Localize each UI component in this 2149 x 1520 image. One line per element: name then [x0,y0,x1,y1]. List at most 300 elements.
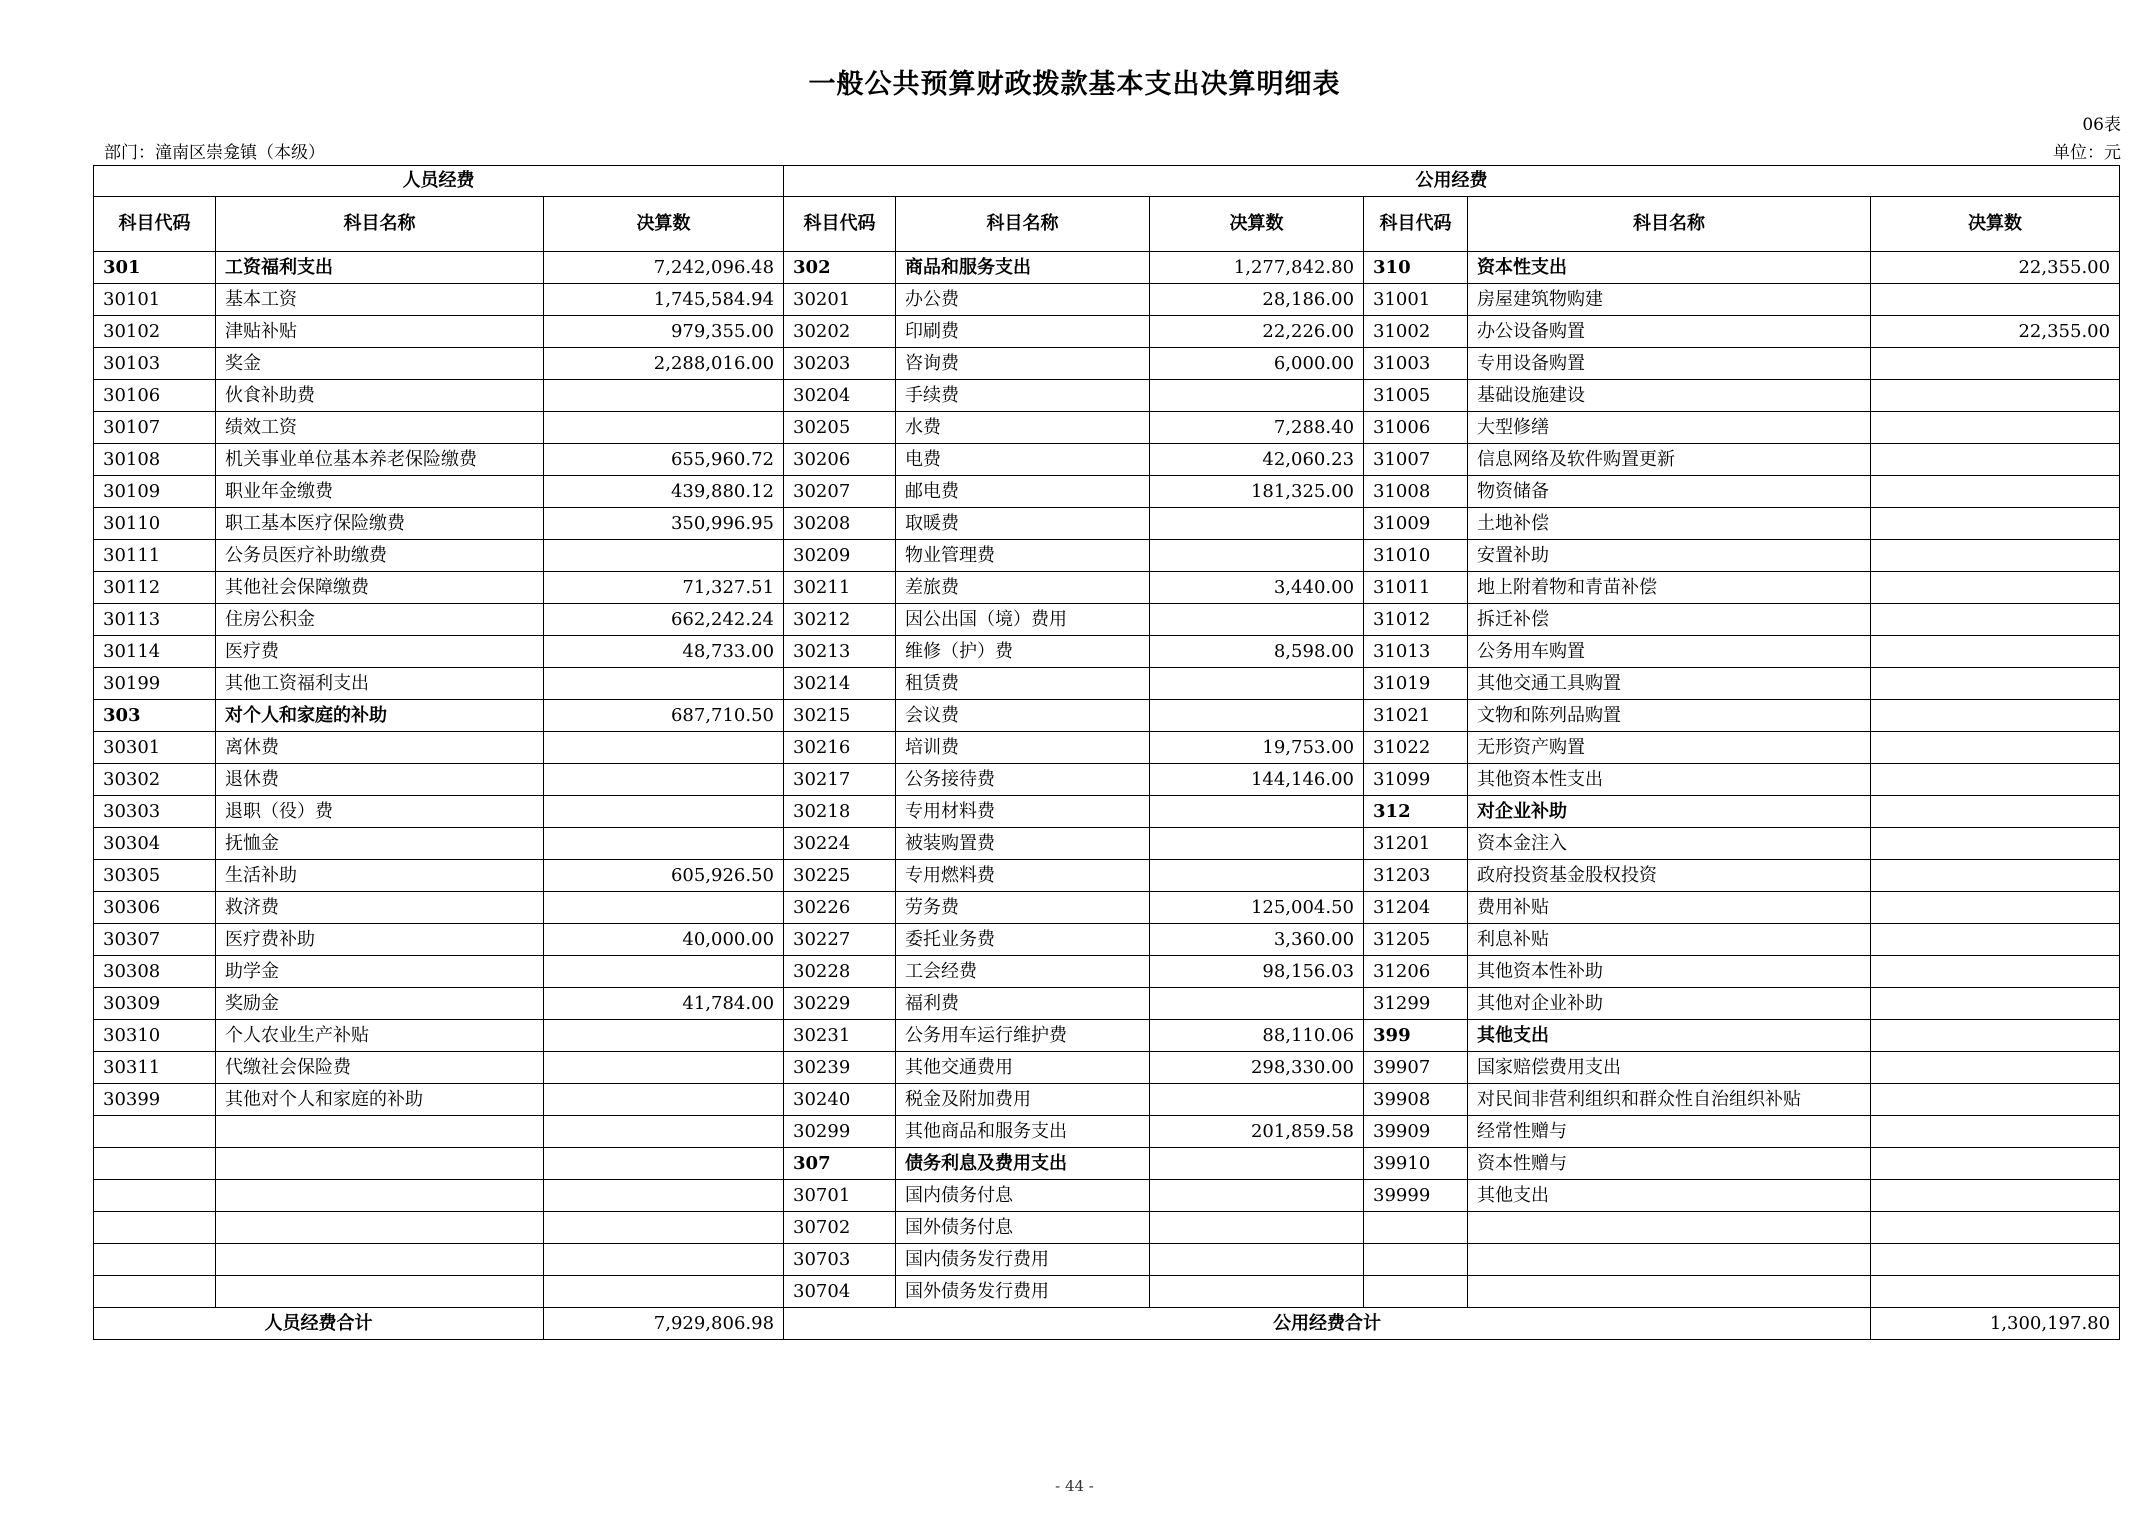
subject-code: 30218 [784,796,896,828]
subject-name: 印刷费 [896,316,1150,348]
amount [1150,988,1364,1020]
subject-code: 31010 [1364,540,1468,572]
subject-name: 维修（护）费 [896,636,1150,668]
subject-name: 国内债务发行费用 [896,1244,1150,1276]
subject-name [1468,1244,1871,1276]
subject-code: 310 [1364,252,1468,284]
subject-code: 30399 [94,1084,216,1116]
subject-code: 31001 [1364,284,1468,316]
table-row [94,508,2120,540]
amount [1871,540,2120,572]
subject-name: 被装购置费 [896,828,1150,860]
amount [1871,1052,2120,1084]
table-row [94,956,2120,988]
amount [1150,1276,1364,1308]
amount [1871,444,2120,476]
subject-code: 30112 [94,572,216,604]
subject-name: 公务用车运行维护费 [896,1020,1150,1052]
table-row [94,892,2120,924]
subject-code: 31007 [1364,444,1468,476]
subject-name: 专用材料费 [896,796,1150,828]
page-number: - 44 - [1055,1477,1094,1495]
subject-name: 其他资本性支出 [1468,764,1871,796]
amount [1150,604,1364,636]
amount [1871,508,2120,540]
amount [1871,1020,2120,1052]
subject-code: 30226 [784,892,896,924]
subject-name: 离休费 [216,732,544,764]
subject-code: 30113 [94,604,216,636]
subject-name: 拆迁补偿 [1468,604,1871,636]
subject-code [1364,1212,1468,1244]
subject-name: 对企业补助 [1468,796,1871,828]
amount [544,668,784,700]
subject-code: 30114 [94,636,216,668]
amount [1871,636,2120,668]
amount [1150,668,1364,700]
subject-code: 30107 [94,412,216,444]
subject-code: 39907 [1364,1052,1468,1084]
subject-code: 31206 [1364,956,1468,988]
subject-code: 30309 [94,988,216,1020]
page-title: 一般公共预算财政拨款基本支出决算明细表 [808,69,1341,100]
table-row [94,1084,2120,1116]
subject-code: 31299 [1364,988,1468,1020]
subject-code: 31204 [1364,892,1468,924]
subject-name: 其他支出 [1468,1180,1871,1212]
subject-code: 30228 [784,956,896,988]
table-row [94,1116,2120,1148]
subject-code: 30214 [784,668,896,700]
subject-name: 办公费 [896,284,1150,316]
personnel-total-amount: 7,929,806.98 [544,1308,784,1340]
subject-name: 医疗费 [216,636,544,668]
subject-code: 30217 [784,764,896,796]
amount: 605,926.50 [544,860,784,892]
amount [1871,1276,2120,1308]
table-row [94,284,2120,316]
subject-code: 303 [94,700,216,732]
subject-name: 抚恤金 [216,828,544,860]
amount [1871,604,2120,636]
subject-code: 30203 [784,348,896,380]
subject-name: 专用燃料费 [896,860,1150,892]
subject-name: 租赁费 [896,668,1150,700]
amount: 71,327.51 [544,572,784,604]
table-row [94,1020,2120,1052]
amount: 662,242.24 [544,604,784,636]
subject-code: 30215 [784,700,896,732]
subject-code: 30110 [94,508,216,540]
table-row [94,412,2120,444]
subject-name: 职工基本医疗保险缴费 [216,508,544,540]
table-row [94,1276,2120,1308]
subject-name: 物资储备 [1468,476,1871,508]
amount: 88,110.06 [1150,1020,1364,1052]
amount [1871,412,2120,444]
subject-name: 邮电费 [896,476,1150,508]
subject-code: 31011 [1364,572,1468,604]
subject-code: 30199 [94,668,216,700]
amount [1871,476,2120,508]
subject-code: 39909 [1364,1116,1468,1148]
subject-name: 咨询费 [896,348,1150,380]
subject-code: 30303 [94,796,216,828]
amount [544,1244,784,1276]
subject-name: 安置补助 [1468,540,1871,572]
amount [544,732,784,764]
subject-name: 其他工资福利支出 [216,668,544,700]
amount: 28,186.00 [1150,284,1364,316]
amount [1871,348,2120,380]
subject-code: 30704 [784,1276,896,1308]
amount [1150,796,1364,828]
subject-name [216,1276,544,1308]
subject-name: 工资福利支出 [216,252,544,284]
table-row [94,316,2120,348]
amount [1871,284,2120,316]
subject-code: 30311 [94,1052,216,1084]
subject-code: 30204 [784,380,896,412]
amount [1150,1084,1364,1116]
subject-name: 国家赔偿费用支出 [1468,1052,1871,1084]
unit-label: 单位：元 [2053,143,2121,163]
amount: 181,325.00 [1150,476,1364,508]
amount [1871,572,2120,604]
subject-name: 物业管理费 [896,540,1150,572]
subject-name: 商品和服务支出 [896,252,1150,284]
subject-name: 退休费 [216,764,544,796]
subject-code: 39908 [1364,1084,1468,1116]
subject-name: 电费 [896,444,1150,476]
amount [1150,508,1364,540]
table-row [94,988,2120,1020]
subject-name: 绩效工资 [216,412,544,444]
amount: 3,440.00 [1150,572,1364,604]
subject-code: 301 [94,252,216,284]
subject-code: 30304 [94,828,216,860]
public-total-label: 公用经费合计 [784,1308,1871,1340]
subject-code [94,1180,216,1212]
subject-code: 30201 [784,284,896,316]
subject-name: 对个人和家庭的补助 [216,700,544,732]
subject-code: 30302 [94,764,216,796]
totals-row [94,1308,2120,1340]
subject-code: 312 [1364,796,1468,828]
amount [544,796,784,828]
amount [1871,988,2120,1020]
header-name: 科目名称 [216,197,544,252]
amount: 125,004.50 [1150,892,1364,924]
header-code: 科目代码 [94,197,216,252]
subject-code: 30307 [94,924,216,956]
amount [544,1084,784,1116]
subject-code: 30306 [94,892,216,924]
subject-name [1468,1276,1871,1308]
amount [544,1180,784,1212]
table-row [94,700,2120,732]
table-row [94,252,2120,284]
table-row [94,540,2120,572]
amount: 3,360.00 [1150,924,1364,956]
amount [1871,796,2120,828]
subject-code: 30207 [784,476,896,508]
amount: 1,745,584.94 [544,284,784,316]
subject-code [94,1148,216,1180]
subject-name: 其他商品和服务支出 [896,1116,1150,1148]
subject-code: 30101 [94,284,216,316]
table-row [94,828,2120,860]
subject-code: 31099 [1364,764,1468,796]
subject-code: 30227 [784,924,896,956]
subject-name: 其他资本性补助 [1468,956,1871,988]
subject-code [94,1116,216,1148]
subject-name: 委托业务费 [896,924,1150,956]
subject-code: 31205 [1364,924,1468,956]
subject-name: 信息网络及软件购置更新 [1468,444,1871,476]
amount [1871,1148,2120,1180]
table-row [94,1148,2120,1180]
amount [1871,892,2120,924]
public-total-amount: 1,300,197.80 [1871,1308,2120,1340]
amount: 8,598.00 [1150,636,1364,668]
subject-code: 30206 [784,444,896,476]
subject-name: 工会经费 [896,956,1150,988]
amount [544,892,784,924]
amount: 22,355.00 [1871,316,2120,348]
subject-code: 31012 [1364,604,1468,636]
subject-name: 培训费 [896,732,1150,764]
subject-name: 税金及附加费用 [896,1084,1150,1116]
amount [1871,1244,2120,1276]
subject-code: 30305 [94,860,216,892]
subject-name [216,1244,544,1276]
header-code: 科目代码 [784,197,896,252]
subject-name: 职业年金缴费 [216,476,544,508]
amount [1871,668,2120,700]
subject-code: 302 [784,252,896,284]
subject-name: 伙食补助费 [216,380,544,412]
subject-name: 其他对个人和家庭的补助 [216,1084,544,1116]
amount [1871,956,2120,988]
amount [1871,380,2120,412]
subject-name: 取暖费 [896,508,1150,540]
amount [1150,1244,1364,1276]
subject-code: 30211 [784,572,896,604]
amount [1871,1084,2120,1116]
amount [1150,700,1364,732]
subject-code: 30299 [784,1116,896,1148]
subject-code: 31201 [1364,828,1468,860]
header-name: 科目名称 [896,197,1150,252]
subject-name: 其他支出 [1468,1020,1871,1052]
amount: 1,277,842.80 [1150,252,1364,284]
department-label: 部门：潼南区崇龛镇（本级） [104,143,325,163]
subject-name [216,1212,544,1244]
subject-code: 31203 [1364,860,1468,892]
amount [544,380,784,412]
subject-name: 因公出国（境）费用 [896,604,1150,636]
subject-name: 医疗费补助 [216,924,544,956]
amount: 687,710.50 [544,700,784,732]
subject-code: 30301 [94,732,216,764]
subject-name: 国外债务发行费用 [896,1276,1150,1308]
subject-name: 会议费 [896,700,1150,732]
subject-name: 房屋建筑物购建 [1468,284,1871,316]
subject-code: 30240 [784,1084,896,1116]
amount [544,1020,784,1052]
subject-code: 31019 [1364,668,1468,700]
amount [1871,1212,2120,1244]
subject-name: 无形资产购置 [1468,732,1871,764]
amount: 19,753.00 [1150,732,1364,764]
group-personnel: 人员经费 [94,166,784,197]
amount [1150,1148,1364,1180]
subject-code: 30231 [784,1020,896,1052]
amount [544,764,784,796]
subject-code: 39910 [1364,1148,1468,1180]
amount [1150,860,1364,892]
subject-name: 差旅费 [896,572,1150,604]
subject-name: 专用设备购置 [1468,348,1871,380]
subject-name: 劳务费 [896,892,1150,924]
subject-name [216,1116,544,1148]
subject-code: 31021 [1364,700,1468,732]
subject-code: 30224 [784,828,896,860]
amount [544,956,784,988]
group-public: 公用经费 [784,166,2120,197]
subject-name: 基础设施建设 [1468,380,1871,412]
subject-code [1364,1276,1468,1308]
subject-code: 30209 [784,540,896,572]
header-amount: 决算数 [1871,197,2120,252]
table-row [94,444,2120,476]
subject-name: 代缴社会保险费 [216,1052,544,1084]
subject-name: 资本性赠与 [1468,1148,1871,1180]
subject-name: 文物和陈列品购置 [1468,700,1871,732]
table-row [94,764,2120,796]
subject-code: 30701 [784,1180,896,1212]
subject-name: 国内债务付息 [896,1180,1150,1212]
subject-code: 30216 [784,732,896,764]
table-row [94,732,2120,764]
subject-name: 地上附着物和青苗补偿 [1468,572,1871,604]
header-name: 科目名称 [1468,197,1871,252]
subject-name: 福利费 [896,988,1150,1020]
header-code: 科目代码 [1364,197,1468,252]
subject-name: 个人农业生产补贴 [216,1020,544,1052]
subject-code: 30106 [94,380,216,412]
subject-code: 30103 [94,348,216,380]
amount [544,1052,784,1084]
subject-code: 30213 [784,636,896,668]
subject-code: 30111 [94,540,216,572]
table-row [94,380,2120,412]
amount [544,1276,784,1308]
subject-name: 基本工资 [216,284,544,316]
subject-code [94,1244,216,1276]
table-row [94,1244,2120,1276]
amount [1150,540,1364,572]
table-row [94,1052,2120,1084]
table-body [94,252,2120,1308]
subject-name: 经常性赠与 [1468,1116,1871,1148]
subject-code [94,1276,216,1308]
subject-code [94,1212,216,1244]
subject-code: 31008 [1364,476,1468,508]
subject-name: 其他交通工具购置 [1468,668,1871,700]
subject-name: 津贴补贴 [216,316,544,348]
amount [1871,700,2120,732]
subject-name: 机关事业单位基本养老保险缴费 [216,444,544,476]
subject-code: 30239 [784,1052,896,1084]
amount: 298,330.00 [1150,1052,1364,1084]
subject-code: 30208 [784,508,896,540]
subject-code: 30703 [784,1244,896,1276]
amount [1150,1212,1364,1244]
amount [1871,828,2120,860]
amount: 22,226.00 [1150,316,1364,348]
table-row [94,1212,2120,1244]
subject-code: 30225 [784,860,896,892]
subject-code: 31005 [1364,380,1468,412]
subject-code: 30212 [784,604,896,636]
subject-name [216,1180,544,1212]
subject-code: 31009 [1364,508,1468,540]
table-row [94,1180,2120,1212]
amount [1871,764,2120,796]
table-number: 06表 [2082,115,2121,135]
subject-name: 住房公积金 [216,604,544,636]
amount: 7,288.40 [1150,412,1364,444]
subject-name [216,1148,544,1180]
subject-name: 救济费 [216,892,544,924]
subject-name: 土地补偿 [1468,508,1871,540]
subject-name: 公务接待费 [896,764,1150,796]
subject-code: 30108 [94,444,216,476]
subject-code: 30109 [94,476,216,508]
amount: 98,156.03 [1150,956,1364,988]
amount: 6,000.00 [1150,348,1364,380]
subject-code: 31002 [1364,316,1468,348]
amount [544,1212,784,1244]
amount: 350,996.95 [544,508,784,540]
subject-code: 30102 [94,316,216,348]
subject-name: 资本性支出 [1468,252,1871,284]
subject-name: 债务利息及费用支出 [896,1148,1150,1180]
table-row [94,668,2120,700]
subject-name [1468,1212,1871,1244]
amount: 42,060.23 [1150,444,1364,476]
subject-name: 资本金注入 [1468,828,1871,860]
amount [544,412,784,444]
header-amount: 决算数 [1150,197,1364,252]
subject-name: 手续费 [896,380,1150,412]
subject-code: 39999 [1364,1180,1468,1212]
subject-name: 其他交通费用 [896,1052,1150,1084]
amount [1871,924,2120,956]
amount: 201,859.58 [1150,1116,1364,1148]
subject-name: 水费 [896,412,1150,444]
amount: 979,355.00 [544,316,784,348]
amount: 439,880.12 [544,476,784,508]
subject-code: 30308 [94,956,216,988]
amount [1150,1180,1364,1212]
subject-name: 助学金 [216,956,544,988]
table-row [94,860,2120,892]
amount [1150,828,1364,860]
subject-name: 其他社会保障缴费 [216,572,544,604]
